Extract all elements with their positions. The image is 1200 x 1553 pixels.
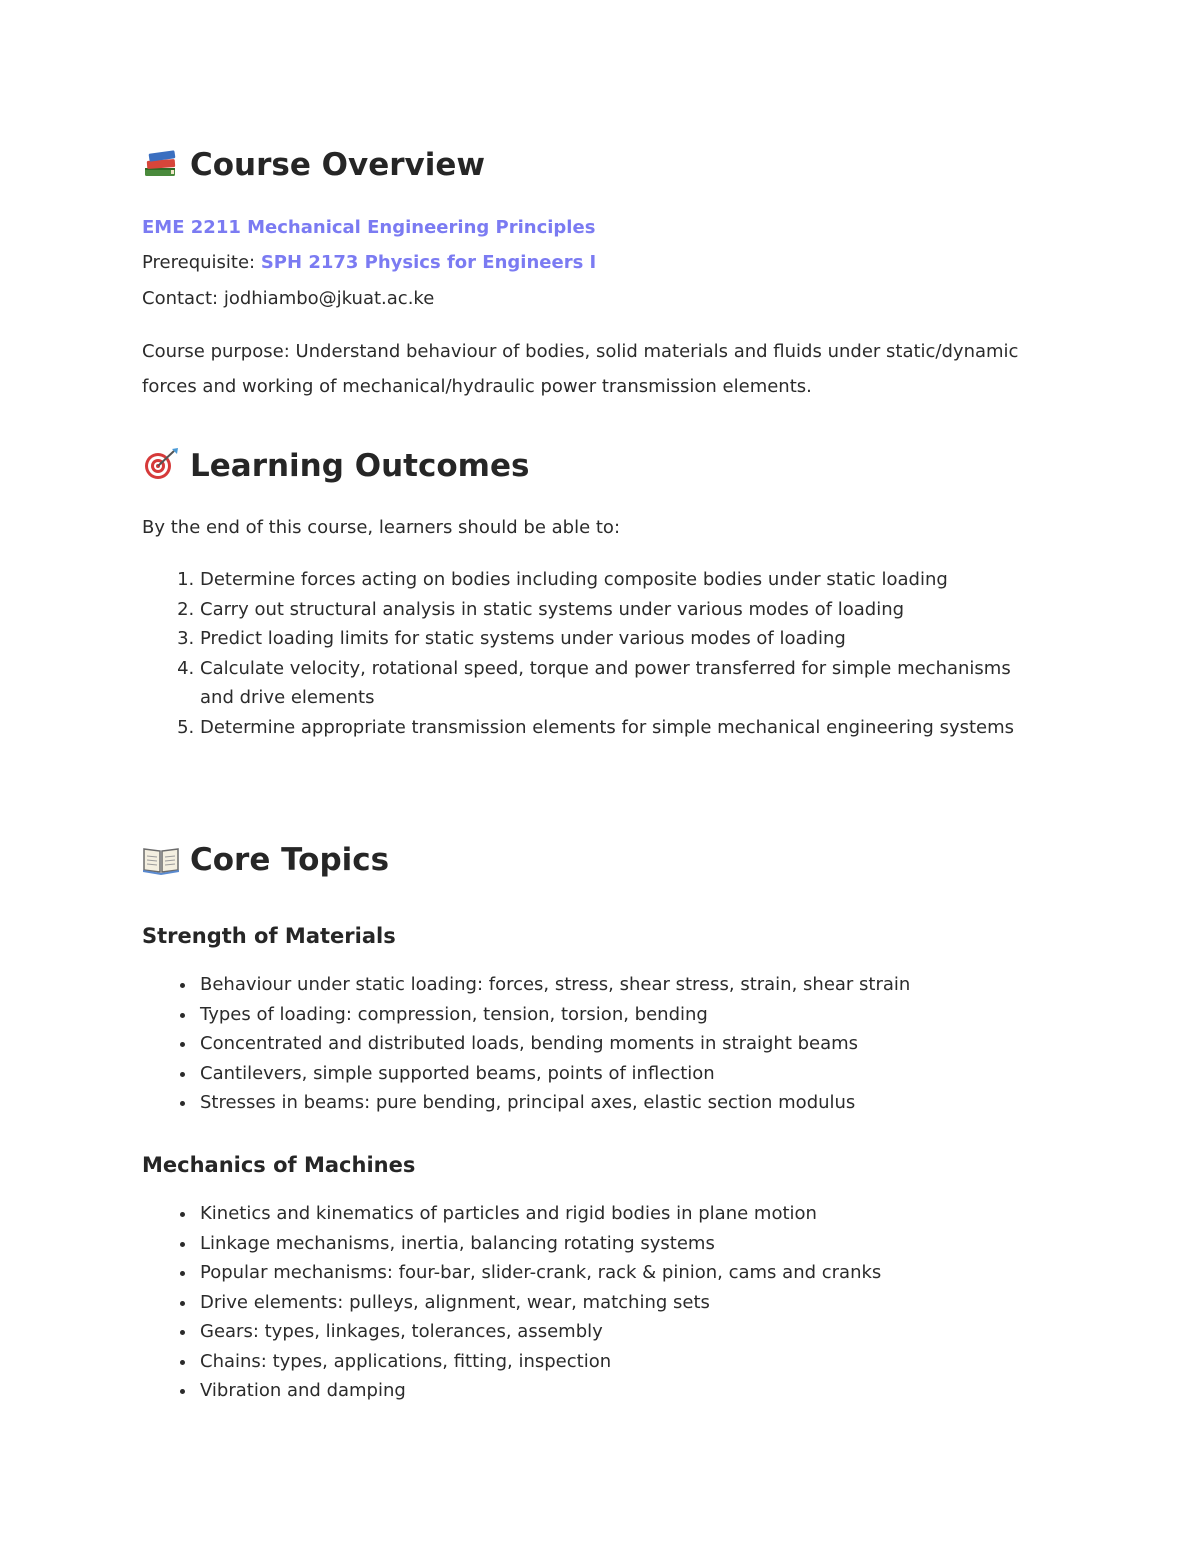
outcome-item-2: 2. Carry out structural analysis in static systems under various modes of loading — [200, 595, 1050, 625]
prerequisite-link[interactable]: SPH 2173 Physics for Engineers I — [260, 252, 597, 273]
prerequisite-line — [142, 249, 596, 277]
learning-outcomes-heading — [142, 446, 529, 486]
contact-label: Contact: — [142, 288, 224, 309]
list-item: Gears: types, linkages, tolerances, assembly — [200, 1317, 1060, 1347]
list-item: Concentrated and distributed loads, bending moments in straight beams — [200, 1029, 1060, 1059]
open-book-icon — [142, 841, 180, 875]
course-overview-title: Course Overview — [190, 147, 486, 183]
core-topics-heading — [142, 840, 389, 880]
section-title-mechanics-of-machines: Mechanics of Machines — [142, 1153, 416, 1177]
prerequisite-label: Prerequisite: — [142, 252, 261, 273]
list-item: Behaviour under static loading: forces, stress, shear stress, strain, shear strain — [200, 970, 1060, 1000]
outcome-item-5: 5. Determine appropriate transmission elements for simple mechanical engineering systems — [200, 713, 1050, 743]
outcome-item-1: 1. Determine forces acting on bodies including composite bodies under static loading — [200, 565, 1050, 595]
contact-email: jodhiambo@jkuat.ac.ke — [223, 288, 435, 309]
list-item: Kinetics and kinematics of particles and rigid bodies in plane motion — [200, 1199, 1060, 1229]
mechanics-of-machines-list — [142, 1199, 1060, 1406]
outcome-item-3: 3. Predict loading limits for static systems under various modes of loading — [200, 624, 1050, 654]
section-title-strength-of-materials: Strength of Materials — [142, 924, 396, 948]
list-item: Cantilevers, simple supported beams, points of inflection — [200, 1059, 1060, 1089]
course-purpose: Course purpose: Understand behaviour of bodies, solid materials and fluids under static/dynamic forces and working of mechanical/hydraulic power transmission elements. — [142, 341, 1019, 397]
contact-line — [142, 285, 434, 313]
outcome-item-4: 4. Calculate velocity, rotational speed, torque and power transferred for simple mechanisms and drive elements — [200, 654, 1050, 713]
list-item: Popular mechanisms: four-bar, slider-crank, rack & pinion, cams and cranks — [200, 1258, 1060, 1288]
list-item: Vibration and damping — [200, 1376, 1060, 1406]
core-topics-title: Core Topics — [190, 842, 390, 878]
list-item: Stresses in beams: pure bending, principal axes, elastic section modulus — [200, 1088, 1060, 1118]
books-icon — [142, 146, 180, 180]
course-title-link[interactable]: EME 2211 Mechanical Engineering Principles — [142, 217, 596, 238]
list-item: Linkage mechanisms, inertia, balancing rotating systems — [200, 1229, 1060, 1259]
outcomes-intro: By the end of this course, learners should be able to: — [142, 517, 621, 538]
target-icon — [142, 447, 180, 481]
learning-outcomes-title: Learning Outcomes — [190, 448, 530, 484]
strength-of-materials-list — [142, 970, 1060, 1118]
list-item: Types of loading: compression, tension, torsion, bending — [200, 1000, 1060, 1030]
list-item: Drive elements: pulleys, alignment, wear, matching sets — [200, 1288, 1060, 1318]
list-item: Chains: types, applications, fitting, inspection — [200, 1347, 1060, 1377]
course-overview-heading — [142, 145, 485, 185]
outcomes-list — [142, 565, 1050, 742]
